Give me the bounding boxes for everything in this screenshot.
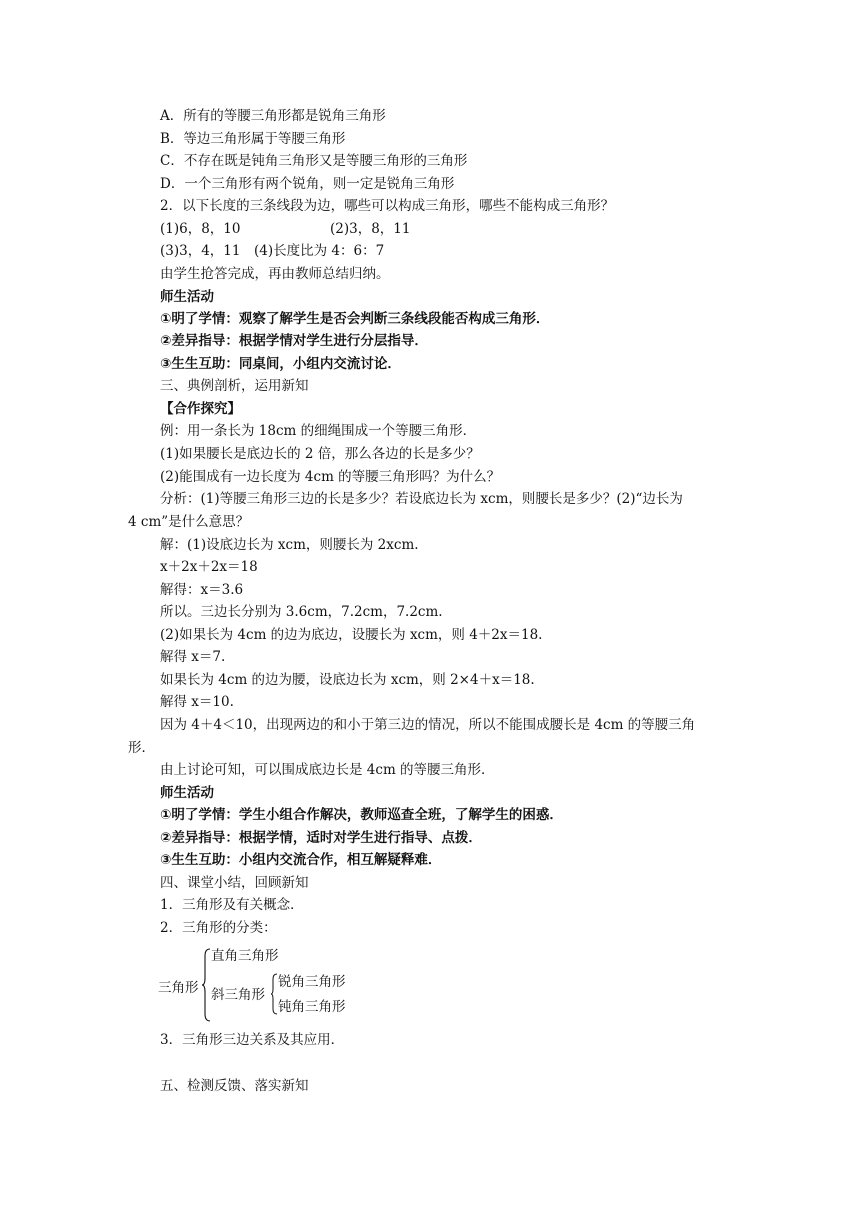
- example-stem: 例：用一条长为 18cm 的细绳围成一个等腰三角形．: [160, 423, 477, 439]
- left-brace-icon: [270, 973, 278, 1015]
- choice-d: D．一个三角形有两个锐角，则一定是锐角三角形: [160, 176, 455, 192]
- choice-c: C．不存在既是钝角三角形又是等腰三角形的三角形: [160, 153, 468, 169]
- solution-conclusion: 由上讨论可知，可以围成底边长是 4cm 的等腰三角形．: [160, 762, 495, 778]
- solution-line: 所以。三边长分别为 3.6cm，7.2cm，7.2cm.: [160, 604, 443, 620]
- solution-line: 解得 x＝10.: [160, 694, 234, 710]
- activity-item: ②差异指导：根据学情，适时对学生进行指导、点拨．: [160, 830, 482, 846]
- choice-a: A．所有的等腰三角形都是锐角三角形: [160, 108, 386, 124]
- left-brace-icon: [201, 948, 211, 1022]
- solution-line: 解得 x＝7.: [160, 649, 226, 665]
- solution-line: 解得：x＝3.6: [160, 582, 244, 598]
- activity-heading: 师生活动: [160, 289, 214, 305]
- solution-line: 解：(1)设底边长为 xcm，则腰长为 2xcm.: [160, 537, 419, 553]
- tree-acute-triangle: 锐角三角形: [278, 974, 346, 990]
- summary-point: 2．三角形的分类：: [160, 920, 277, 936]
- example-part-2: (2)能围成有一边长度为 4cm 的等腰三角形吗？为什么？: [160, 469, 501, 485]
- activity-item: ②差异指导：根据学情对学生进行分层指导．: [160, 333, 428, 349]
- question-2-note: 由学生抢答完成，再由教师总结归纳。: [160, 266, 390, 282]
- activity-heading: 师生活动: [160, 785, 214, 801]
- solution-line: (2)如果长为 4cm 的边为底边，设腰长为 xcm，则 4＋2x＝18.: [160, 627, 543, 643]
- activity-item: ①明了学情：学生小组合作解决，教师巡查全班，了解学生的困惑．: [160, 807, 563, 823]
- tree-obtuse-triangle: 钝角三角形: [278, 999, 346, 1015]
- section-3-title: 三、典例剖析，运用新知: [160, 378, 309, 394]
- section-4-title: 四、课堂小结，回顾新知: [160, 875, 309, 891]
- choice-b: B．等边三角形属于等腰三角形: [160, 131, 346, 147]
- question-2-option-3-4: (3)3，4，11 (4)长度比为 4：6：7: [160, 243, 385, 259]
- explore-heading: 【合作探究】: [160, 401, 241, 417]
- tree-right-triangle: 直角三角形: [211, 948, 279, 964]
- solution-line: 因为 4＋4＜10，出现两边的和小于第三边的情况，所以不能围成腰长是 4cm 的等腰三角: [160, 717, 696, 733]
- example-part-1: (1)如果腰长是底边长的 2 倍，那么各边的长是多少？: [160, 446, 480, 462]
- summary-point: 1．三角形及有关概念．: [160, 897, 304, 913]
- activity-item: ③生生互助：小组内交流合作，相互解疑释难．: [160, 852, 442, 868]
- tree-oblique-triangle: 斜三角形: [211, 987, 265, 1003]
- solution-line: 如果长为 4cm 的边为腰，设底边长为 xcm，则 2×4＋x＝18.: [160, 672, 535, 688]
- solution-line: x＋2x＋2x＝18: [160, 559, 258, 575]
- activity-item: ①明了学情：观察了解学生是否会判断三条线段能否构成三角形．: [160, 311, 550, 327]
- solution-line: 形．: [128, 740, 155, 756]
- question-2-option-2: (2)3，8，11: [330, 221, 411, 237]
- section-5-title: 五、检测反馈、落实新知: [160, 1078, 309, 1094]
- tree-root-label: 三角形: [158, 980, 199, 996]
- analysis-line: 4 cm”是什么意思？: [128, 514, 250, 530]
- analysis-line: 分析：(1)等腰三角形三边的长是多少？若设底边长为 xcm，则腰长是多少？(2)“边长为: [160, 491, 683, 507]
- question-2-option-1: (1)6，8，10: [160, 221, 241, 237]
- activity-item: ③生生互助：同桌间，小组内交流讨论．: [160, 356, 401, 372]
- question-2-stem: 2．以下长度的三条线段为边，哪些可以构成三角形，哪些不能构成三角形？: [160, 198, 615, 214]
- summary-point: 3．三角形三边关系及其应用．: [160, 1032, 345, 1048]
